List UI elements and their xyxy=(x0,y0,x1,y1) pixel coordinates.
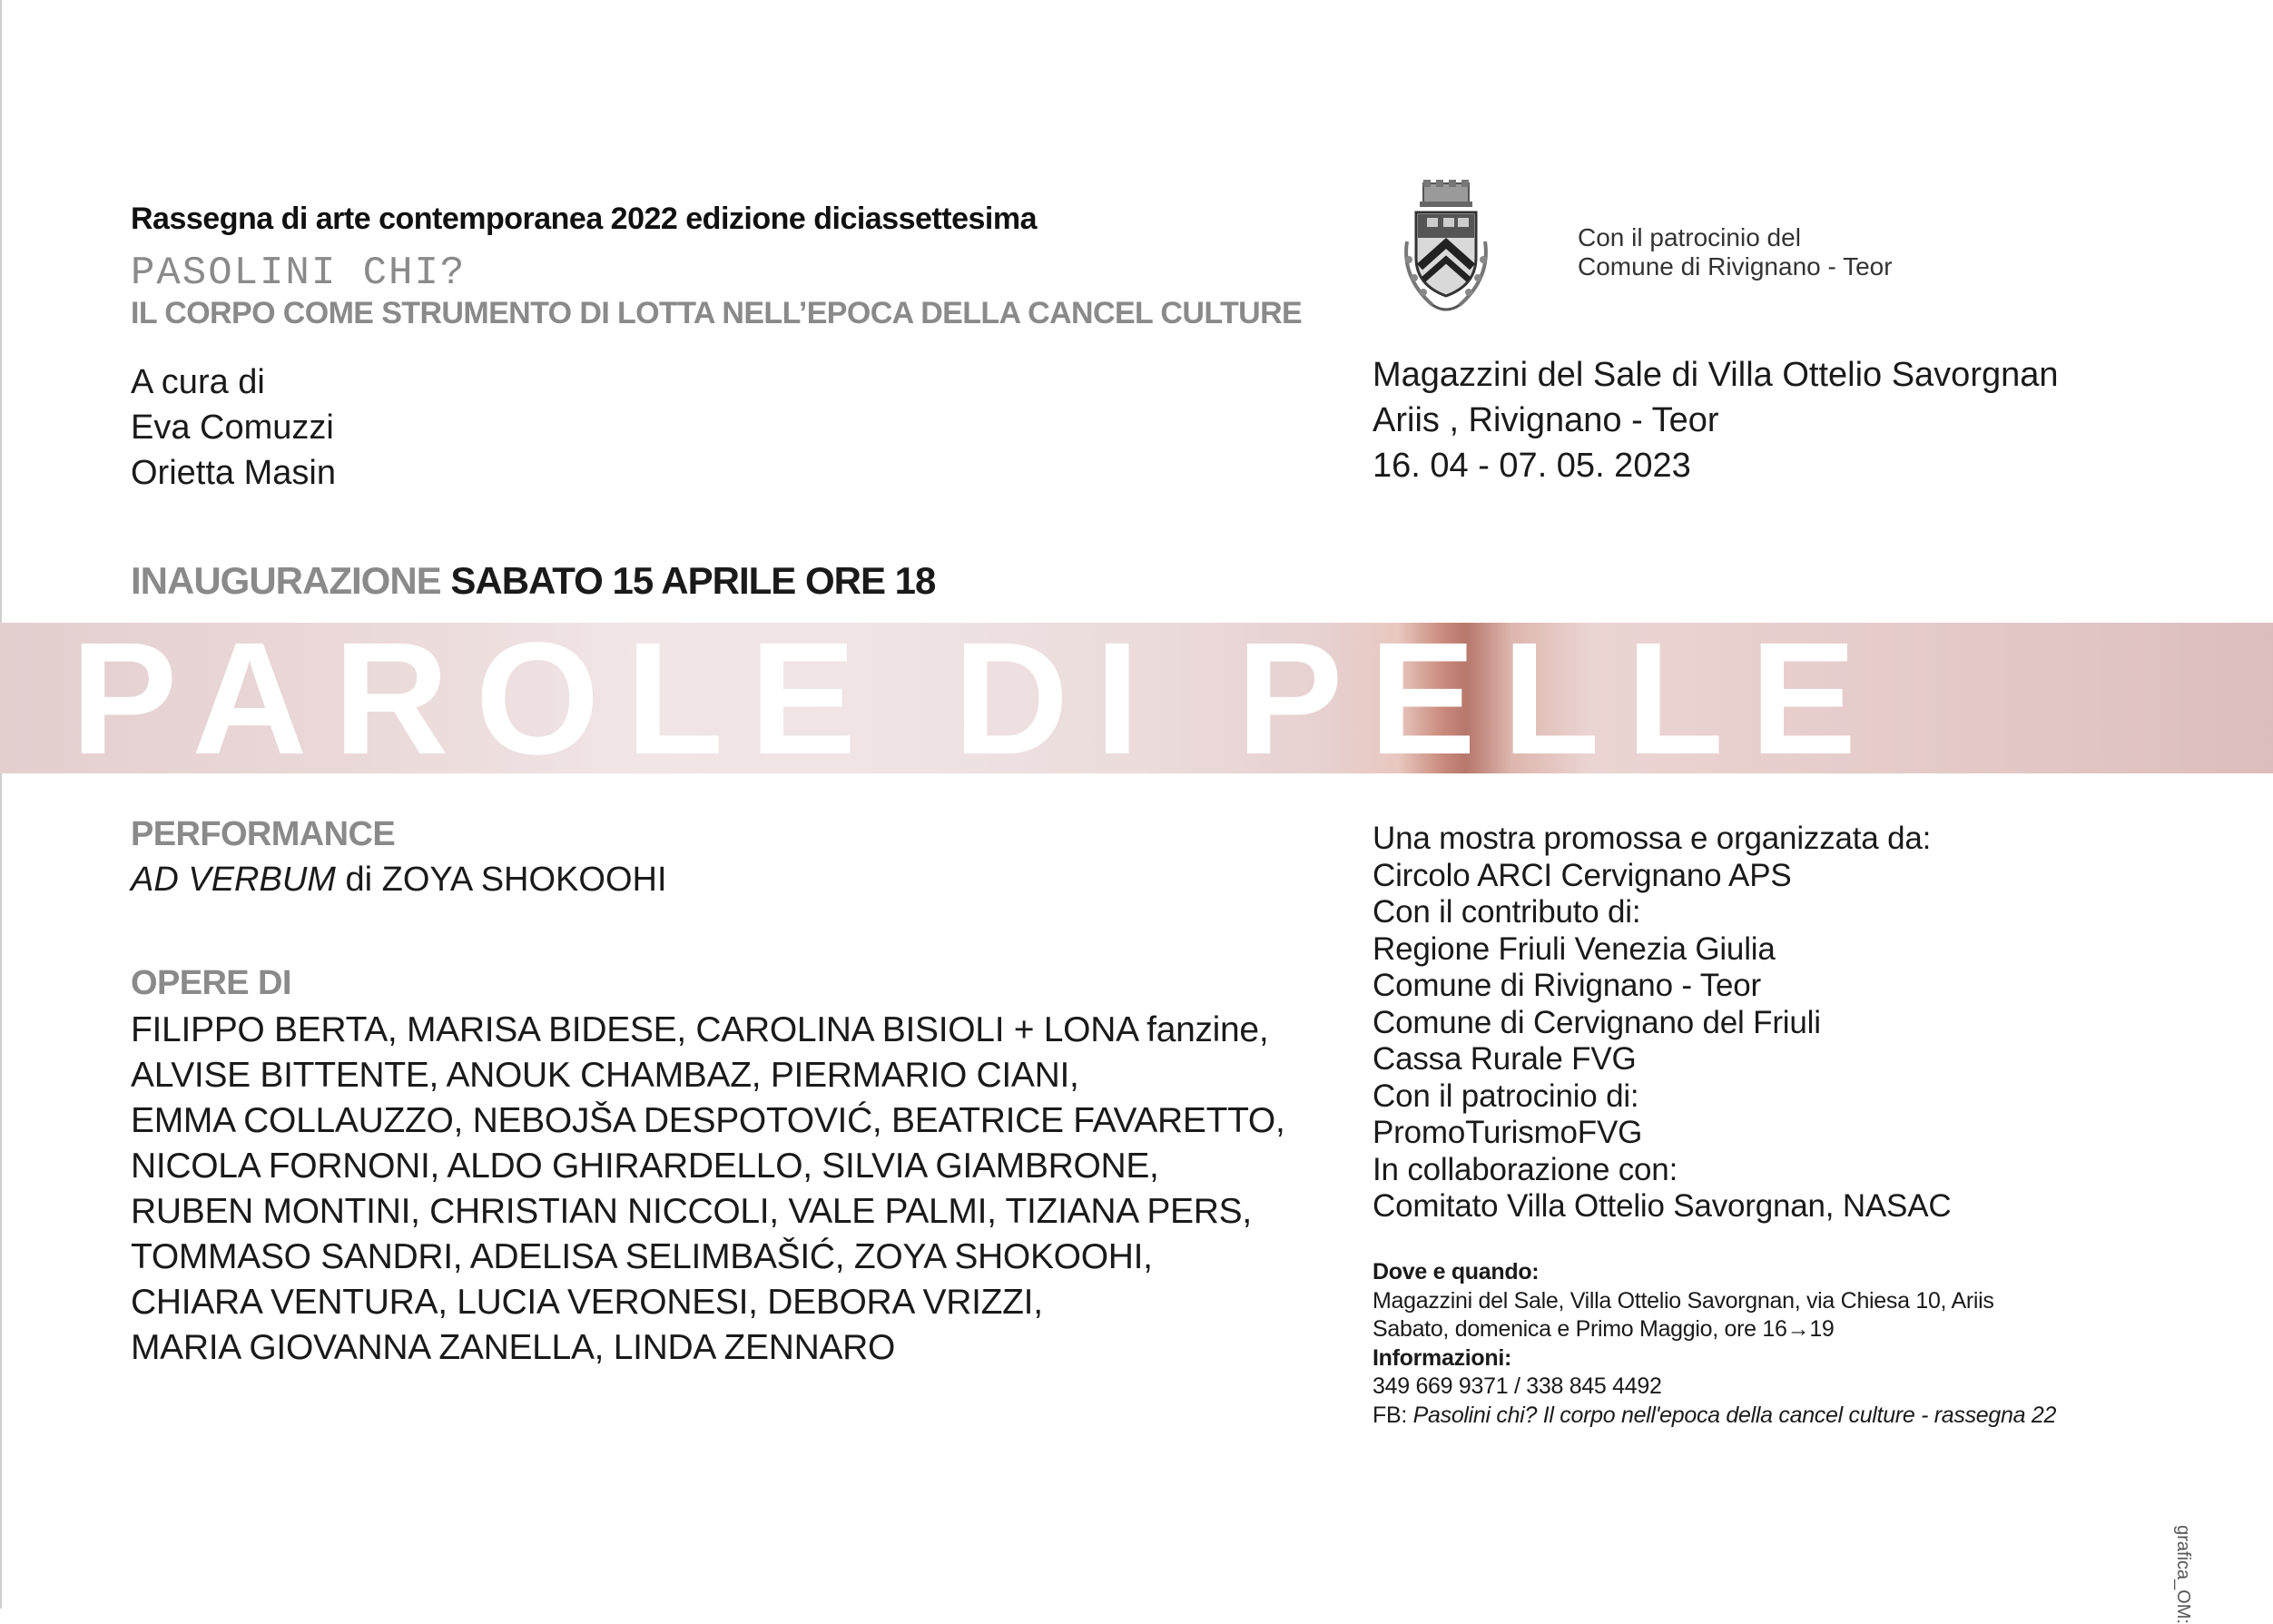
curator-name: Orietta Masin xyxy=(131,454,336,492)
organizer-line: Comune di Cervignano del Friuli xyxy=(1373,1004,1821,1040)
exhibition-subtitle: IL CORPO COME STRUMENTO DI LOTTA NELL’EPOCA DELLA CANCEL CULTURE xyxy=(131,296,1303,330)
exhibition-title: PASOLINI CHI? xyxy=(131,251,467,296)
performance-artist: di ZOYA SHOKOOHI xyxy=(335,861,667,899)
info-label: Informazioni: xyxy=(1373,1344,1512,1371)
where-label: Dove e quando: xyxy=(1373,1259,1540,1284)
info-block xyxy=(1373,1258,2056,1430)
venue-block xyxy=(1373,352,2059,488)
artist-line: CHIARA VENTURA, LUCIA VERONESI, DEBORA VRIZZI, xyxy=(131,1283,1043,1322)
performance-work: AD VERBUM xyxy=(131,861,336,899)
facebook-line xyxy=(1373,1402,2056,1431)
artist-line: NICOLA FORNONI, ALDO GHIRARDELLO, SILVIA GIAMBRONE, xyxy=(131,1147,1159,1186)
artists-list xyxy=(131,1008,1285,1371)
artist-line: FILIPPO BERTA, MARISA BIDESE, CAROLINA BISIOLI + LONA fanzine, xyxy=(131,1010,1269,1049)
curators-label: A cura di xyxy=(131,363,265,401)
venue-dates: 16. 04 - 07. 05. 2023 xyxy=(1373,447,1691,485)
organizer-line: Cassa Rurale FVG xyxy=(1373,1041,1637,1077)
address-line: Magazzini del Sale, Villa Ottelio Savorgnan, via Chiesa 10, Ariis xyxy=(1373,1287,1994,1314)
banner-title: PAROLE DI PELLE xyxy=(71,623,1884,773)
organizers-block xyxy=(1373,821,1951,1225)
organizer-line: Con il contributo di: xyxy=(1373,894,1641,930)
curator-name: Eva Comuzzi xyxy=(131,408,334,447)
inauguration-label: INAUGURAZIONE xyxy=(131,559,441,602)
organizer-line: Una mostra promossa e organizzata da: xyxy=(1373,821,1932,856)
title-banner xyxy=(0,623,2273,773)
page-edge xyxy=(0,0,2,1609)
series-heading: Rassegna di arte contemporanea 2022 edizione diciassettesima xyxy=(131,202,1037,236)
patronage-line: Con il patrocinio del xyxy=(1578,223,1801,251)
organizer-line: Comune di Rivignano - Teor xyxy=(1373,968,1761,1003)
inauguration-line xyxy=(131,559,935,603)
inauguration-date: SABATO 15 APRILE ORE 18 xyxy=(450,559,936,602)
performance-line xyxy=(131,861,667,900)
artist-line: MARIA GIOVANNA ZANELLA, LINDA ZENNARO xyxy=(131,1328,896,1367)
organizer-line: PromoTurismoFVG xyxy=(1373,1115,1643,1150)
venue-name: Magazzini del Sale di Villa Ottelio Savorgnan xyxy=(1373,356,2059,394)
municipal-crest-icon xyxy=(1396,178,1496,323)
graphic-credit: grafica_OM: xyxy=(2173,1525,2193,1624)
organizer-line: In collaborazione con: xyxy=(1373,1151,1678,1187)
facebook-page: Pasolini chi? Il corpo nell'epoca della cancel culture - rassegna 22 xyxy=(1412,1402,2057,1428)
works-label: OPERE DI xyxy=(131,964,291,1002)
organizer-line: Con il patrocinio di: xyxy=(1373,1078,1639,1114)
organizer-line: Regione Friuli Venezia Giulia xyxy=(1373,930,1776,967)
organizer-line: Comitato Villa Ottelio Savorgnan, NASAC xyxy=(1373,1188,1952,1224)
patronage-line: Comune di Rivignano - Teor xyxy=(1578,252,1893,281)
hours-line: Sabato, domenica e Primo Maggio, ore 16→19 xyxy=(1373,1316,1835,1342)
artist-line: EMMA COLLAUZZO, NEBOJŠA DESPOTOVIĆ, BEATRICE FAVARETTO, xyxy=(131,1101,1285,1140)
organizer-line: Circolo ARCI Cervignano APS xyxy=(1373,857,1792,893)
facebook-prefix: FB: xyxy=(1373,1402,1413,1428)
venue-location: Ariis , Rivignano - Teor xyxy=(1373,401,1719,439)
artist-line: ALVISE BITTENTE, ANOUK CHAMBAZ, PIERMARIO CIANI, xyxy=(131,1056,1079,1095)
curators-block xyxy=(131,359,336,496)
patronage-note xyxy=(1578,223,1893,281)
artist-line: TOMMASO SANDRI, ADELISA SELIMBAŠIĆ, ZOYA SHOKOOHI, xyxy=(131,1237,1153,1276)
artist-line: RUBEN MONTINI, CHRISTIAN NICCOLI, VALE PALMI, TIZIANA PERS, xyxy=(131,1192,1252,1231)
phone-numbers: 349 669 9371 / 338 845 4492 xyxy=(1373,1373,1662,1399)
performance-label: PERFORMANCE xyxy=(131,815,396,853)
